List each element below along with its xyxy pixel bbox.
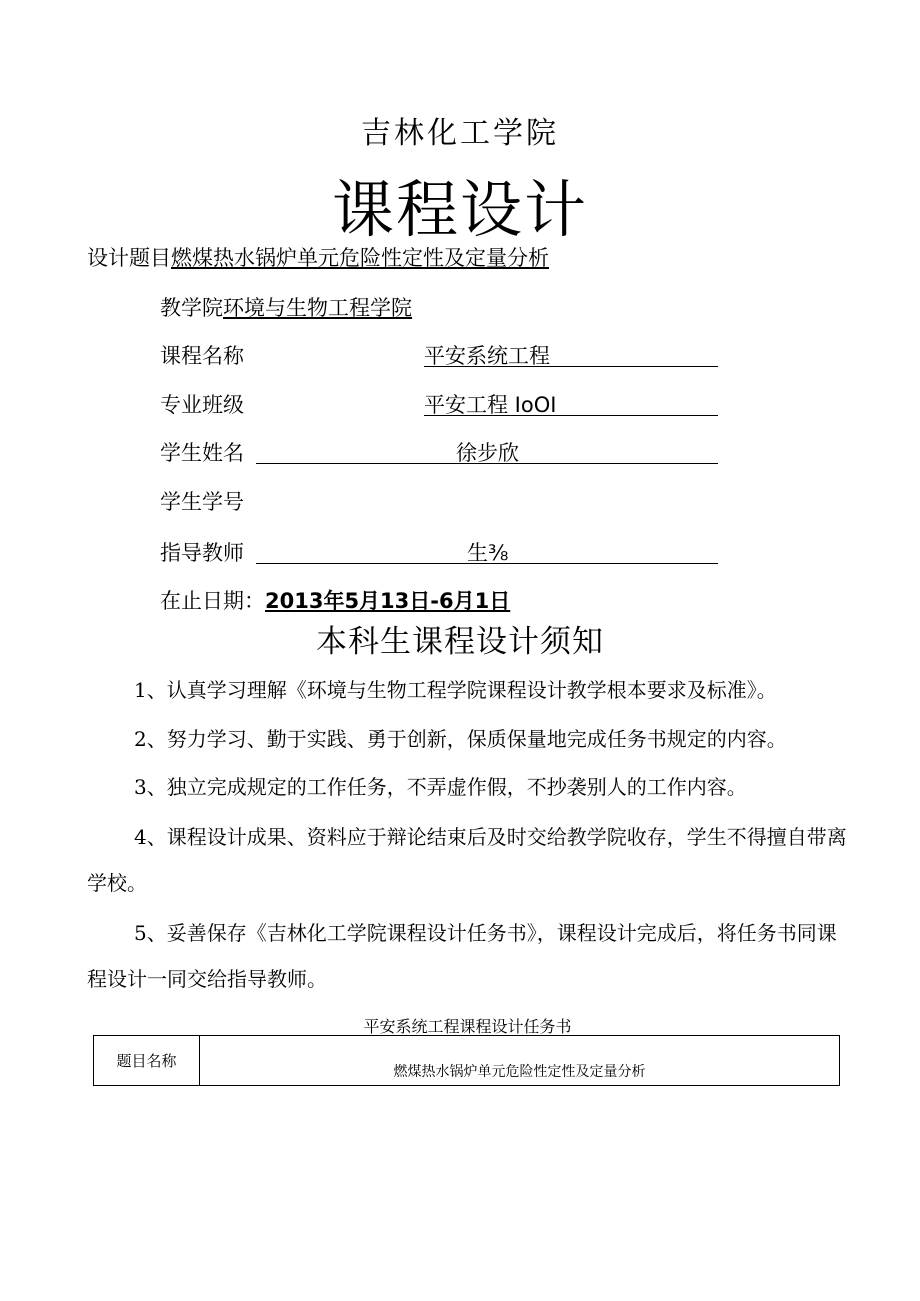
course-label: 课程名称 [160,344,244,368]
class-label: 专业班级 [160,393,244,417]
topic-label: 设计题目 [87,246,171,270]
topic-value: 燃煤热水锅炉单元危险性定性及定量分析 [171,246,549,270]
date-label: 在止日期： [160,589,265,613]
course-row [0,340,920,370]
notice-item: 1、认真学习理解《环境与生物工程学院课程设计教学根本要求及标准》。 [134,678,777,702]
date-row [160,585,510,615]
student-id-label: 学生学号 [160,490,244,514]
document-title: 课程设计 [331,173,588,246]
class-row [0,389,920,419]
college-label: 教学院 [160,296,223,320]
student-id-row [0,486,920,516]
date-value: 2013年5月13日-6月1日 [265,589,511,613]
student-value: 徐步欣 [456,441,519,465]
notice-item: 3、独立完成规定的工作任务，不弄虚作假，不抄袭别人的工作内容。 [134,775,747,799]
school-name: 吉林化工学院 [361,116,559,151]
task-table [93,1035,840,1086]
notice-item: 4、课程设计成果、资料应于辩论结束后及时交给教学院收存，学生不得擅自带离学校。 [87,825,847,895]
task-table-value-cell [200,1036,839,1085]
notice-item: 5、妥善保存《吉林化工学院课程设计任务书》，课程设计完成后，将任务书同课程设计一同交给指导教师。 [87,921,837,991]
class-value: 平安工程 IoOI [424,393,557,417]
teacher-underline [256,563,718,564]
college-value: 环境与生物工程学院 [223,296,412,320]
teacher-label: 指导教师 [160,541,244,565]
task-table-title: 平安系统工程课程设计任务书 [363,1017,572,1036]
topic-row [87,242,549,272]
student-row [0,437,920,467]
course-underline [424,366,718,367]
student-label: 学生姓名 [160,441,244,465]
college-row [160,292,412,322]
class-underline [424,415,718,416]
task-table-label: 题目名称 [94,1036,200,1085]
student-underline [256,463,718,464]
notice-item: 2、努力学习、勤于实践、勇于创新，保质保量地完成任务书规定的内容。 [134,727,787,751]
teacher-value: 生⅜ [467,541,509,565]
notice-title: 本科生课程设计须知 [316,624,604,660]
task-table-value: 燃煤热水锅炉单元危险性定性及定量分析 [393,1064,646,1080]
course-value: 平安系统工程 [424,344,550,368]
teacher-row [0,537,920,567]
